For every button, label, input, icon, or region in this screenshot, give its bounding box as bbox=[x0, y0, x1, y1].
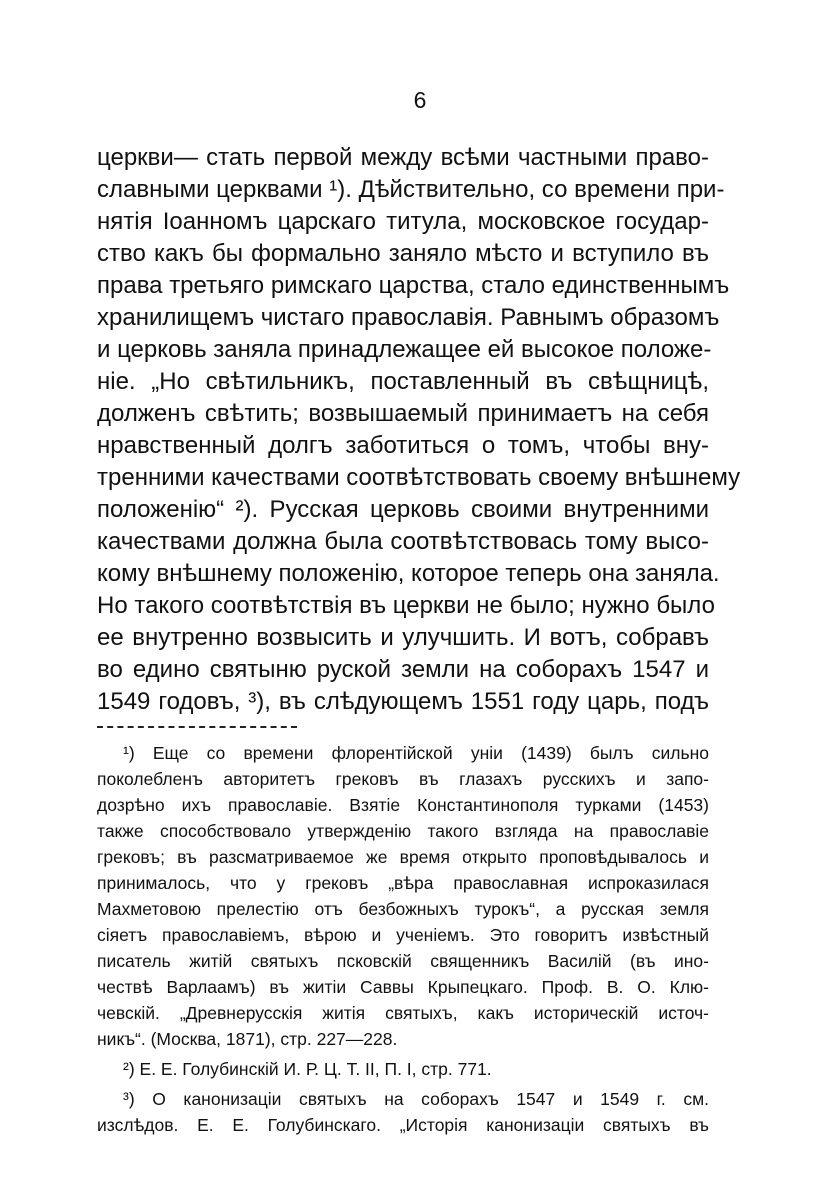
text-line: и церковь заняла принадлежащее ей высокое положе- bbox=[97, 336, 712, 363]
text-line: нятія Іоанномъ царскаго титула, московское государ- bbox=[97, 208, 709, 235]
page-number: 6 bbox=[413, 87, 427, 113]
text-line: церкви— стать первой между всѣми частными право- bbox=[97, 144, 709, 171]
footnote-line: дозрѣно ихъ православіе. Взятіе Константинополя турками (1453) bbox=[97, 795, 709, 815]
footnote-line: изслѣдов. Е. Е. Голубинскаго. „Исторія канонизаціи святыхъ въ bbox=[97, 1115, 709, 1135]
footnote-line: ³) О канонизаціи святыхъ на соборахъ 1547 и 1549 г. см. bbox=[123, 1089, 709, 1109]
footnote-2: ²) Е. Е. Голубинскій И. Р. Ц. Т. II, П. I, стр. 771. bbox=[123, 1059, 492, 1079]
footnote-line: чествѣ Варлаамъ) въ житіи Саввы Крыпецкаго. Проф. В. О. Клю- bbox=[97, 977, 709, 997]
text-line: во едино святыню руской земли на соборахъ 1547 и bbox=[97, 656, 709, 683]
text-line: славными церквами ¹). Дѣйствительно, со времени при- bbox=[97, 176, 725, 203]
footnote-line: писатель житій святыхъ псковскій священникъ Василій (въ ино- bbox=[97, 951, 709, 971]
footnote-line: сіяетъ православіемъ, вѣрою и ученіемъ. Это говоритъ извѣстный bbox=[97, 925, 709, 945]
text-line: ее внутренно возвысить и улучшить. И вотъ, собравъ bbox=[97, 624, 709, 651]
footnote-line: принималось, что у грековъ „вѣра православная испроказилася bbox=[97, 873, 709, 893]
footnote-line: ¹) Еще со времени флорентійской уніи (1439) былъ сильно bbox=[123, 743, 709, 763]
footnote-line: грековъ; въ разсматриваемое же время открыто проповѣдывалось и bbox=[97, 847, 709, 867]
text-line: кому внѣшнему положенію, которое теперь она заняла. bbox=[97, 560, 720, 587]
text-line: долженъ свѣтить; возвышаемый принимаетъ на себя bbox=[97, 400, 709, 427]
text-line: ніе. „Но свѣтильникъ, поставленный въ свѣщницѣ, bbox=[97, 368, 709, 395]
text-line: качествами должна была соотвѣтствовась тому высо- bbox=[97, 528, 709, 555]
footnote-line: никъ“. (Москва, 1871), стр. 227—228. bbox=[97, 1029, 398, 1049]
text-line: 1549 годовъ, ³), въ слѣдующемъ 1551 году царь, подъ bbox=[97, 688, 709, 715]
footnote-divider bbox=[97, 726, 297, 728]
text-line: права третьяго римскаго царства, стало единственнымъ bbox=[97, 272, 730, 299]
text-line: ство какъ бы формально заняло мѣсто и вступило въ bbox=[97, 240, 709, 267]
footnote-line: чевскій. „Древнерусскія житія святыхъ, какъ историческій источ- bbox=[97, 1003, 709, 1023]
text-line: положенію“ ²). Русская церковь своими внутренними bbox=[97, 496, 709, 523]
footnote-line: поколебленъ авторитетъ грековъ въ глазахъ русскихъ и запо- bbox=[97, 769, 709, 789]
footnote-line: Махметовою прелестію отъ безбожныхъ турокъ“, а русская земля bbox=[97, 899, 709, 919]
text-line: Но такого соотвѣтствія въ церкви не было; нужно было bbox=[97, 592, 715, 619]
text-line: хранилищемъ чистаго православія. Равнымъ образомъ bbox=[97, 304, 720, 331]
text-line: тренними качествами соотвѣтствовать своему внѣшнему bbox=[97, 464, 741, 491]
footnote-line: также способствовало утвержденію такого взгляда на православіе bbox=[97, 821, 709, 841]
text-line: нравственный долгъ заботиться о томъ, чтобы вну- bbox=[97, 432, 709, 459]
